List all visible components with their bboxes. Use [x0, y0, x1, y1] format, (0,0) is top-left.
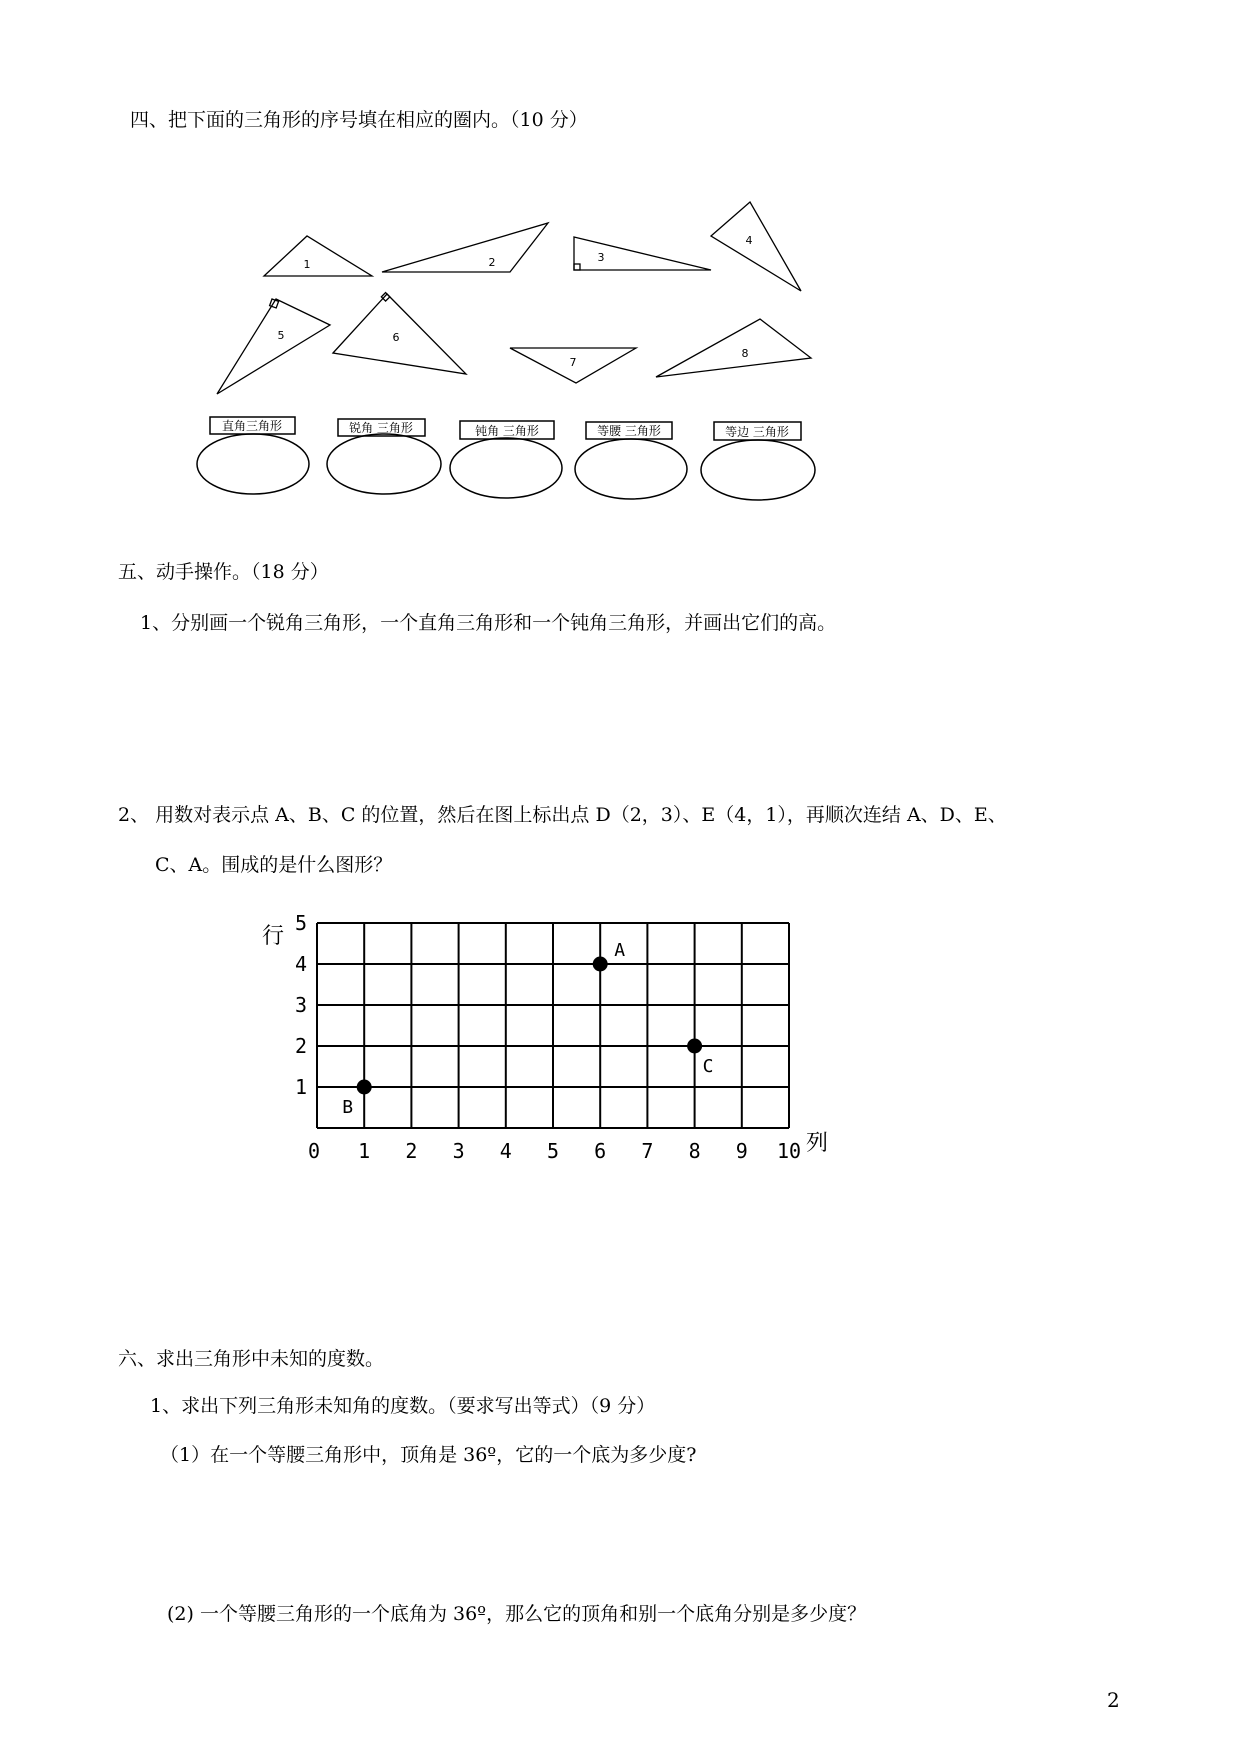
- answer-circle: [701, 440, 815, 500]
- origin-label: 0: [307, 1139, 321, 1163]
- triangle-8: [656, 319, 811, 377]
- answer-circle: [575, 439, 687, 499]
- y-tick-label: 1: [294, 1075, 307, 1099]
- triangle-4: [711, 202, 801, 291]
- triangle-3: [574, 237, 711, 270]
- x-tick-label: 8: [688, 1139, 701, 1163]
- category-label: 直角三角形: [221, 419, 283, 433]
- triangle-number: 5: [277, 329, 285, 342]
- question-6-1-2: (2) 一个等腰三角形的一个底角为 36º，那么它的顶角和别一个底角分别是多少度？: [167, 1603, 867, 1625]
- category-label: 等边 三角形: [725, 425, 789, 439]
- y-tick-label: 2: [294, 1034, 307, 1058]
- point-label: C: [702, 1056, 714, 1077]
- coordinate-grid: [317, 923, 789, 1128]
- triangle-number: 2: [488, 256, 496, 269]
- x-tick-label: 6: [594, 1139, 607, 1163]
- point-label: A: [614, 940, 626, 961]
- point-marker: [593, 957, 608, 972]
- x-tick-label: 5: [546, 1139, 560, 1163]
- triangle-5: [217, 299, 330, 394]
- triangle-number: 4: [745, 234, 753, 247]
- category-label: 锐角 三角形: [349, 421, 413, 435]
- triangle-number: 8: [741, 347, 749, 360]
- category-label: 钝角 三角形: [475, 424, 539, 438]
- category-0: [197, 417, 309, 494]
- row-axis-title: 行: [262, 924, 285, 949]
- question-5-2-line1: 2、 用数对表示点 A、B、C 的位置，然后在图上标出点 D（2，3）、E（4，1），再顺次连结 A、D、E、: [118, 804, 1007, 826]
- answer-circle: [197, 434, 309, 494]
- triangle-number: 6: [392, 331, 400, 344]
- x-tick-label: 9: [735, 1139, 748, 1163]
- section5-heading: 五、动手操作。（18 分）: [118, 561, 329, 583]
- point-marker: [357, 1080, 372, 1095]
- col-axis-title: 列: [806, 1131, 829, 1156]
- answer-circle: [450, 438, 562, 498]
- point-label: B: [342, 1097, 354, 1118]
- triangle-number: 3: [597, 251, 605, 264]
- section6-heading: 六、求出三角形中未知的度数。: [118, 1348, 385, 1370]
- question-5-2-line2: C、A。围成的是什么图形？: [155, 854, 393, 876]
- point-marker: [687, 1039, 702, 1054]
- question-5-1: 1、分别画一个锐角三角形，一个直角三角形和一个钝角三角形，并画出它们的高。: [140, 612, 837, 634]
- question-6-1: 1、求出下列三角形未知角的度数。（要求写出等式）（9 分）: [150, 1395, 656, 1417]
- x-tick-label: 1: [358, 1139, 371, 1163]
- x-tick-label: 10: [776, 1139, 802, 1163]
- x-tick-label: 7: [641, 1139, 654, 1163]
- y-tick-label: 5: [294, 911, 307, 935]
- category-2: [450, 421, 562, 498]
- answer-circle: [327, 434, 441, 494]
- triangle-number: 7: [569, 356, 577, 369]
- y-tick-label: 4: [294, 952, 307, 976]
- category-1: [327, 419, 441, 494]
- page-number: 2: [1107, 1688, 1120, 1712]
- triangle-2: [382, 223, 548, 272]
- category-4: [701, 422, 815, 500]
- category-label: 等腰 三角形: [597, 424, 661, 438]
- triangle-number: 1: [303, 258, 311, 271]
- triangle-1: [264, 236, 372, 276]
- x-tick-label: 3: [452, 1139, 465, 1163]
- section4-heading: 四、把下面的三角形的序号填在相应的圈内。（10 分）: [130, 109, 588, 131]
- question-6-1-1: （1）在一个等腰三角形中，顶角是 36º，它的一个底为多少度?: [160, 1444, 697, 1466]
- category-3: [575, 422, 687, 499]
- x-tick-label: 4: [499, 1139, 512, 1163]
- x-tick-label: 2: [405, 1139, 418, 1163]
- triangle-6: [333, 294, 466, 374]
- y-tick-label: 3: [294, 993, 307, 1017]
